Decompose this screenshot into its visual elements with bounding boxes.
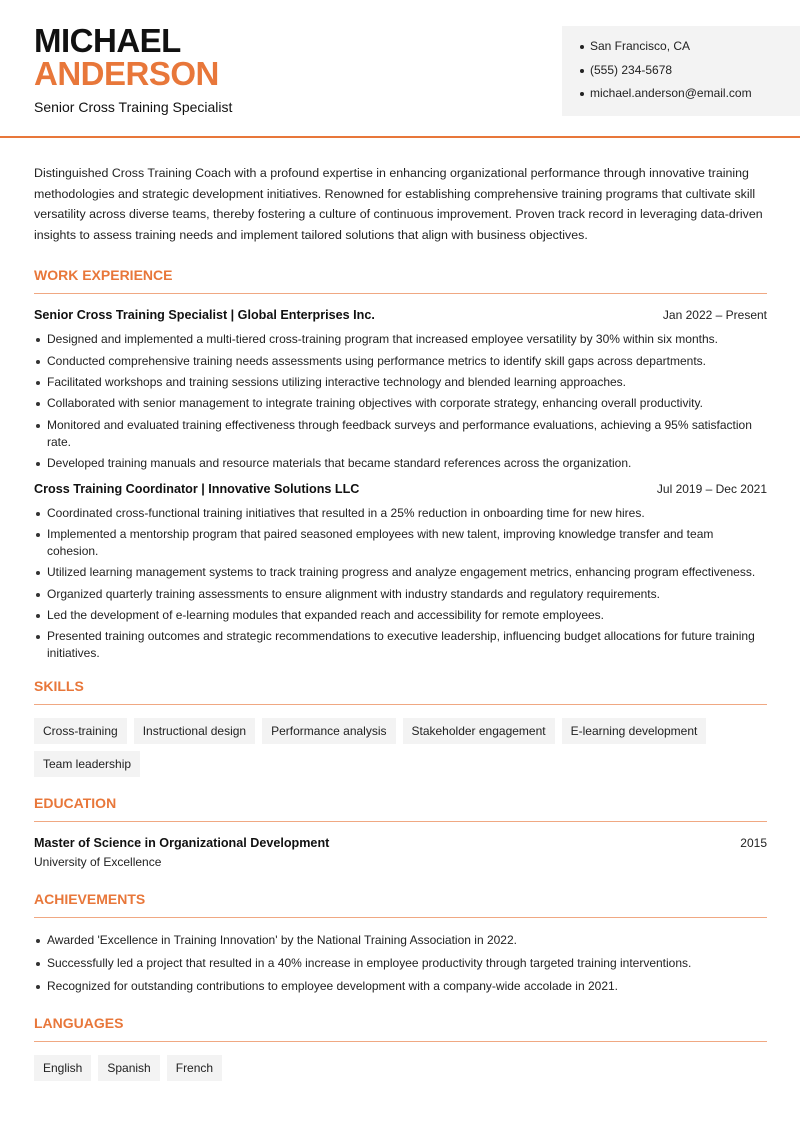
job-role: Cross Training Coordinator | Innovative Solutions LLC [34, 481, 360, 496]
summary-paragraph: Distinguished Cross Training Coach with a profound expertise in enhancing organizational performance through innovative training methodologies and strategic development initiatives. Renowned for establishing comprehensive training programs that cultivate skill versatility across diverse teams, thereby fostering a culture of continuous improvement. Proven track record in leveraging data-driven insights to assess training needs and implement tailored solutions that align with business objectives. [34, 166, 763, 242]
skill-chip: Cross-training [34, 718, 127, 744]
section-title-languages: LANGUAGES [34, 1015, 767, 1042]
job-role: Senior Cross Training Specialist | Global Enterprises Inc. [34, 308, 375, 323]
contact-box [562, 26, 800, 116]
list-item: Successfully led a project that resulted in a 40% increase in employee productivity through targeted training interventions. [34, 955, 767, 972]
skill-chip: Stakeholder engagement [403, 718, 555, 744]
education-school: University of Excellence [34, 855, 162, 870]
language-chip: French [167, 1055, 222, 1081]
language-chip: English [34, 1055, 91, 1081]
job-bullets [34, 331, 767, 471]
job-entry [34, 482, 767, 662]
contact-location: San Francisco, CA [580, 38, 800, 62]
skill-chip: Instructional design [134, 718, 255, 744]
education-year: 2015 [740, 836, 767, 851]
list-item: Coordinated cross-functional training initiatives that resulted in a 25% reduction in onboarding time for new hires. [34, 505, 767, 522]
skill-chip: Performance analysis [262, 718, 395, 744]
resume-header [0, 0, 800, 138]
contact-phone: (555) 234-5678 [580, 62, 800, 86]
list-item: Organized quarterly training assessments to ensure alignment with industry standards and regulatory requirements. [34, 586, 767, 603]
education-degree: Master of Science in Organizational Development [34, 836, 330, 851]
list-item: Developed training manuals and resource materials that became standard references across the organization. [34, 455, 767, 472]
list-item: Recognized for outstanding contributions to employee development with a company-wide accolade in 2021. [34, 978, 767, 995]
list-item: Awarded 'Excellence in Training Innovation' by the National Training Association in 2022. [34, 932, 767, 949]
list-item: Presented training outcomes and strategic recommendations to executive leadership, influencing budget allocations for future training initiatives. [34, 628, 767, 662]
list-item: Utilized learning management systems to track training progress and analyze engagement metrics, enhancing program effectiveness. [34, 564, 767, 581]
job-bullets [34, 505, 767, 662]
list-item: Facilitated workshops and training sessions utilizing interactive technology and blended learning approaches. [34, 374, 767, 391]
education-entry [34, 836, 767, 869]
list-item: Conducted comprehensive training needs assessments using performance metrics to identify skill gaps across departments. [34, 353, 767, 370]
list-item: Led the development of e-learning modules that expanded reach and accessibility for remote employees. [34, 607, 767, 624]
skill-chip: Team leadership [34, 751, 140, 777]
job-dates: Jan 2022 – Present [662, 308, 767, 323]
job-entry [34, 308, 767, 471]
contact-email[interactable]: michael.anderson@email.com [580, 85, 800, 109]
achievements-list [34, 932, 767, 995]
headline-title: Senior Cross Training Specialist [34, 99, 233, 115]
section-title-work: WORK EXPERIENCE [34, 267, 767, 294]
skill-chip: E-learning development [562, 718, 707, 744]
section-title-achievements: ACHIEVEMENTS [34, 891, 767, 918]
list-item: Monitored and evaluated training effectiveness through feedback surveys and performance evaluations, achieving a 95% satisfaction rate. [34, 417, 767, 451]
list-item: Designed and implemented a multi-tiered cross-training program that increased employee versatility by 30% within six months. [34, 331, 767, 348]
skills-list [34, 718, 767, 784]
section-title-skills: SKILLS [34, 678, 767, 705]
language-chip: Spanish [98, 1055, 159, 1081]
list-item: Implemented a mentorship program that paired seasoned employees with new talent, improving knowledge transfer and team cohesion. [34, 526, 767, 560]
first-name: MICHAEL [34, 22, 181, 59]
resume-body [34, 163, 767, 1088]
list-item: Collaborated with senior management to integrate training objectives with corporate strategy, enhancing overall productivity. [34, 395, 767, 412]
last-name: ANDERSON [34, 55, 219, 92]
section-title-education: EDUCATION [34, 795, 767, 822]
languages-list [34, 1055, 767, 1088]
job-dates: Jul 2019 – Dec 2021 [656, 481, 767, 496]
